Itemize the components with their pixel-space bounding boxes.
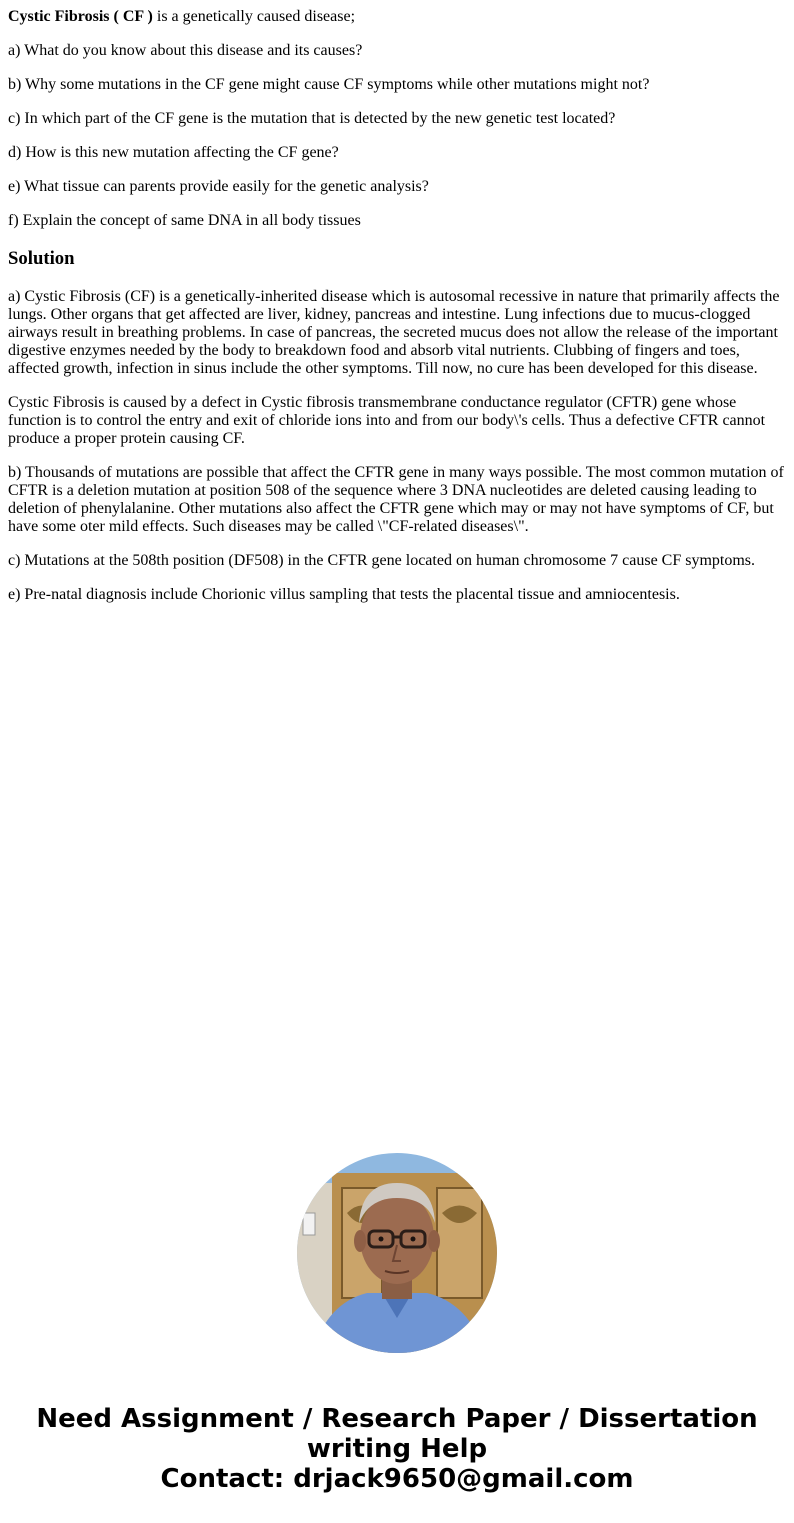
question-item-f: f) Explain the concept of same DNA in all body tissues bbox=[8, 212, 361, 229]
author-photo bbox=[297, 1153, 497, 1353]
question-item-e: e) What tissue can parents provide easily for the genetic analysis? bbox=[8, 178, 429, 195]
question-item-a: a) What do you know about this disease and its causes? bbox=[8, 42, 363, 59]
question-intro-bold: Cystic Fibrosis ( CF ) bbox=[8, 8, 153, 25]
question-item-d: d) How is this new mutation affecting the CF gene? bbox=[8, 144, 339, 161]
assignment-help-banner bbox=[0, 1404, 794, 1494]
solution-paragraph: b) Thousands of mutations are possible that affect the CFTR gene in many ways possible. The most common mutation of CFTR is a deletion mutation at position 508 of the sequence where 3 DNA nucleotides are deleted causing leading to deletion of phenylalanine. Other mutations also affect the CFTR gene which may or may not have symptoms of CF, but have some oter mild effects. Such diseases may be called \"CF-related diseases\". bbox=[8, 464, 784, 535]
banner-line-1: Need Assignment / Research Paper / Dissertation bbox=[36, 1404, 758, 1434]
solution-paragraph: Cystic Fibrosis is caused by a defect in Cystic fibrosis transmembrane conductance regulator (CFTR) gene whose function is to control the entry and exit of chloride ions into and from our body\'s cells. Thus a defective CFTR cannot produce a proper protein causing CF. bbox=[8, 394, 766, 447]
author-avatar bbox=[297, 1153, 497, 1353]
document-content bbox=[8, 0, 786, 620]
question-item-b: b) Why some mutations in the CF gene might cause CF symptoms while other mutations might not? bbox=[8, 76, 650, 93]
question-intro bbox=[8, 8, 786, 26]
solution-paragraph: c) Mutations at the 508th position (DF508) in the CFTR gene located on human chromosome 7 cause CF symptoms. bbox=[8, 552, 756, 569]
solution-heading: Solution bbox=[8, 248, 75, 269]
banner-contact-line: Contact: drjack9650@gmail.com bbox=[160, 1464, 634, 1494]
banner-line-2: writing Help bbox=[306, 1434, 488, 1464]
question-item-c: c) In which part of the CF gene is the mutation that is detected by the new genetic test located? bbox=[8, 110, 616, 127]
solution-paragraph: e) Pre-natal diagnosis include Chorionic villus sampling that tests the placental tissue and amniocentesis. bbox=[8, 586, 680, 603]
solution-paragraph: a) Cystic Fibrosis (CF) is a genetically-inherited disease which is autosomal recessive in nature that primarily affects the lungs. Other organs that get affected are liver, kidney, pancreas and intestine. Lung infections due to mucus-clogged airways result in breathing problems. In case of pancreas, the secreted mucus does not allow the release of the important digestive enzymes needed by the body to breakdown food and absorb vital nutrients. Clubbing of fingers and toes, affected growth, infection in sinus include the other symptoms. Till now, no cure has been developed for this disease. bbox=[8, 288, 780, 377]
question-intro-text: is a genetically caused disease; bbox=[152, 8, 356, 25]
